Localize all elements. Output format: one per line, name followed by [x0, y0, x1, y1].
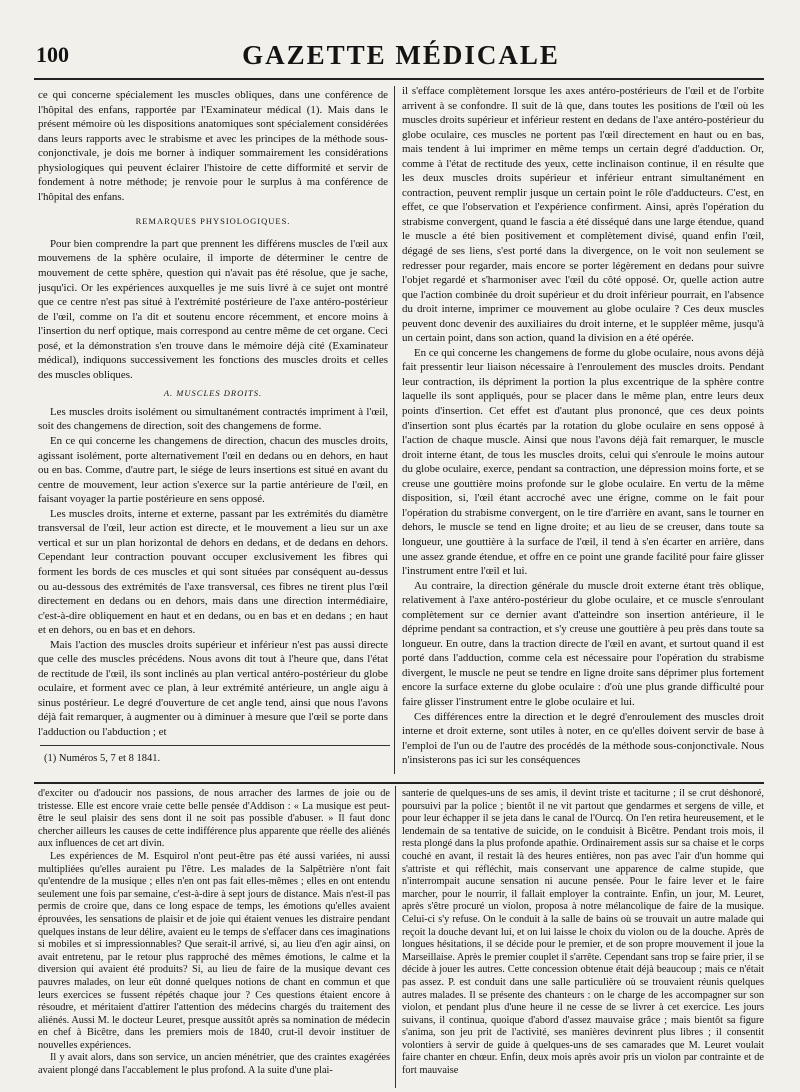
paragraph: Les muscles droits, interne et externe, passant par les extrémités du diamètre transversal de l'œil, leur action est directe, et le mouvement a lieu sur un axe vertical et sur un plan horizontal de dehors en dedans, et de dedans en dehors. Cependant leur contraction pouvant occuper exclusivement les fibres qui forment les bords de ces muscles et qui sont situées par conséquent au-dessus ou au-dessous des extrémités de l'axe transversal, ces fibres ne tirent plus l'œil directement en dedans ou en dehors, mais dans une direction intermédiaire, c'est-à-dire obliquement en haut et en dedans, ou en bas et en dedans ; en haut et en dehors, ou en bas et en dehors. — [38, 507, 388, 637]
paragraph: Il y avait alors, dans son service, un ancien ménétrier, que des craintes exagérées avaient plongé dans l'accablement le plus profond. A la suite d'une plai- — [38, 1052, 390, 1077]
article-column-left — [38, 88, 388, 738]
paragraph: Les expériences de M. Esquirol n'ont peut-être pas été aussi variées, ni aussi multipliées qu'elles auraient pu l'être. Les malades de la Salpêtrière n'ont fait qu'entendre de la musique ; elles n'en ont pas fait elles-mêmes ; elles en ont entendu seulement une fois par semaine, c'est-à-dire à sept jours de distance. Mais n'est-il pas permis de croire que, dans ce long espace de temps, les émotions qu'elles avaient éprouvées, les sensations de plaisir et de joie qui étaient venues les distraire pendant quelques instans de leur délire, avaient eu le temps de s'effacer dans ces imaginations si mobiles et si impressionnables? Que serait-il arrivé, si, au lieu d'en agir ainsi, on avait entretenu, par le retour plus rapproché des mêmes émotions, le calme et la diversion qui avaient été produits? Si, au lieu de faire de la musique devant ces pauvres malades, on leur eût donné quelques notions de chant en commun et que leurs exercices se fussent répétés chaque jour ? Ces questions étaient encore à résoudre, et méritaient d'attirer l'attention des médecins chargés du traitement des aliénés. Aussi M. le docteur Leuret, presque aussitôt après sa nomination de médecin en chef à Bicêtre, dans les premiers mois de 1840, crut-il devoir instituer de nouvelles expériences. — [38, 850, 390, 1051]
paragraph: Ces différences entre la direction et le degré d'enroulement des muscles droit interne et droit externe, sont utiles à noter, en ce qu'elles doivent servir de base à l'emploi de l'un ou de l'autre des procédés de la méthode sous-conjonctivale. Nous n'insisterons pas ici sur les conséquences — [402, 710, 764, 767]
paragraph: Les muscles droits isolément ou simultanément contractés impriment à l'œil, soit des changemens de direction, soit des changemens de forme. — [38, 405, 388, 433]
journal-title: GAZETTE MÉDICALE — [242, 40, 560, 70]
article-column-right — [402, 84, 764, 774]
column-divider — [394, 86, 395, 774]
column-divider — [395, 786, 396, 1088]
paragraph: ce qui concerne spécialement les muscles obliques, dans une conférence de l'hôpital des enfans, rapportée par l'Examinateur médical (1). Mais dans le présent mémoire où les dispositions anatomiques sont spécialement considérées dans leurs rapports avec le strabisme et avec les principes de la méthode sous-conjonctivale, je dois me borner à indiquer sommairement les considérations physiologiques qui peuvent éclairer l'histoire de cette difformité et servir de fondement à notre méthode; je renvoie pour le surplus à ma conférence de l'hôpital des enfans. — [38, 89, 388, 203]
footnote: (1) Numéros 5, 7 et 8 1841. — [44, 753, 161, 764]
feuilleton-rule — [34, 782, 764, 784]
paragraph: Au contraire, la direction générale du muscle droit externe étant très oblique, relativement à l'axe antéro-postérieur du globe oculaire, et ce muscle s'enroulant complètement sur ce dernier avant d'atteindre son insertion antérieure, il le déprime pendant sa contraction, et s'y creuse une gouttière à peu près dans toute sa longueur. En outre, dans la traction directe de l'œil en avant, et surtout quand il est porté dans l'adduction, comme cela est nécessaire pour l'opération du strabisme divergent, le muscle ne peut se tendre en ligne droite sans déprimer plus fortement encore la surface externe du globe oculaire : d'où une plus grande difficulté pour faire glisser l'instrument entre le globe oculaire et lui. — [402, 579, 764, 708]
feuilleton-column-right — [402, 788, 764, 1086]
paragraph: En ce qui concerne les changemens de forme du globe oculaire, nous avons déjà fait pressentir leur liaison nécessaire à l'enroulement des muscles droits. Pendant leur contraction, ils dépriment la portion la plus excentrique de la sphère contre laquelle ils sont appliqués, pour se placer dans le même plan, entre leurs deux points d'insertion. Cet effet est d'autant plus prononcé, que ces deux points d'insertion sont plus écartés par la rotation du globe oculaire en sens opposé à l'action de chaque muscle. Ainsi que nous l'avons déjà fait remarquer, le muscle droit interne étant, de tous les muscles droits, celui qui s'enroule le moins autour du globe oculaire, exerce, pendant sa contraction, une dépression moins forte, et se creuse une gouttière moins profonde sur le globe oculaire. En vertu de la même disposition, si, l'œil étant accroché avec une érigne, comme on le fait pour l'opération du strabisme convergent, on le tire d'arrière en avant, sans le tourner en dehors, le muscle se tend en ligne droite; et au lieu de se creuser, dans toute sa longueur, une gouttière à la surface de l'œil, il tend à s'en écarter en arrière, dans une assez grande étendue, et offre en ce point une grande facilité pour faire glisser l'instrument entre l'œil et lui. — [402, 346, 764, 578]
subsection-heading: A. MUSCLES DROITS. — [163, 388, 263, 399]
paragraph: En ce qui concerne les changemens de direction, chacun des muscles droits, agissant isolément, porte alternativement l'œil en dedans ou en dehors, en haut ou en bas. Comme, d'autre part, le siége de leurs insertions est situé en avant du centre de mouvement, leur action s'exerce sur la partie antérieure de l'œil, en faisant voyager la partie postérieure en sens opposé. — [38, 435, 388, 506]
footnote-rule — [40, 745, 390, 746]
masthead — [36, 38, 766, 78]
paragraph: d'exciter ou d'adoucir nos passions, de nous arracher des larmes de joie ou de tristesse. Elle est encore vraie cette belle pensée d'Addison : « La musique est peut-être le seul plaisir des sens dont il ne soit pas possible d'abuser. » Il faut donc chercher ailleurs les causes de cette indifférence plus apparente que réelle des aliénés aux influences de cet art divin. — [38, 788, 390, 850]
paragraph: Mais l'action des muscles droits supérieur et inférieur n'est pas aussi directe que celle des muscles précédens. Nous avons dit tout à l'heure que, dans l'état de rectitude de l'œil, ils sont inclinés au plan vertical antéro-postérieur du globe oculaire, et forment avec ce plan, à leur extrémité antérieure, un angle aigu à sinus postérieur. Le degré d'ouverture de cet angle tend, ainsi que nous l'avons déjà fait remarquer, à augmenter ou à diminuer à mesure que l'œil se porte dans l'adduction ou l'abduction ; et — [38, 638, 388, 738]
section-heading: REMARQUES PHYSIOLOGIQUES. — [135, 216, 291, 227]
page-number: 100 — [36, 42, 69, 67]
paragraph: santerie de quelques-uns de ses amis, il devint triste et taciturne ; il se crut déshonoré, poursuivi par la police ; bientôt il ne vit partout que gendarmes et sergens de ville, et pour leur échapper il se jeta dans le canal de l'Ourcq. On l'en retira heureusement, et le lendemain de sa tentative de suicide, on le conduisit à Bicêtre. Pendant trois mois, il resta plongé dans la plus profonde apathie. Ordinairement assis sur sa chaise et le corps couché en avant, il restait là des heures entières, non pas avec l'air d'un homme qui s'attriste et qui réfléchit, mais conservant une apparence de calme stupide, que n'interrompait aucune sensation ni aucune pensée. Pour le faire lever et le faire marcher, pour le nourrir, il fallait employer la contrainte. Enfin, un jour, M. Leuret, après s'être procuré un violon, proposa à notre mélancolique de faire de la musique. Celui-ci s'y refuse. On le conduit à la salle de bains où se trouvait un autre malade qui reçoit la douche devant lui, et on lui laisse le choix du violon ou de la douche. Après de longues hésitations, il se décide pour le premier, et de son propre mouvement il joue la Marseillaise. Après le premier couplet il s'arrête. Cependant sans trop se faire prier, il se décide à jouer les autres. Cette concession obtenue était déjà beaucoup ; mais ce n'était pas assez. P. est conduit dans une salle particulière où se trouvaient réunis quelques autres malades. Il se présente des chanteurs : on le charge de les accompagner sur son violon, et pendant plus d'une heure il ne cesse de se livrer à cet exercice. Les jours suivans, il continua, quoique d'abord d'assez mauvaise grâce ; mais bientôt sa figure s'anima, son jeu prit de l'activité, ses manières devinrent plus libres ; il consentit volontiers à servir de guide à quelques-uns de ses camarades que M. Leuret voulait faire chanter en chœur. Enfin, deux mois après avoir pris un violon par contrainte et de fort mauvaise — [402, 788, 764, 1077]
masthead-rule — [34, 78, 764, 80]
feuilleton-column-left — [38, 788, 390, 1086]
paragraph: Pour bien comprendre la part que prennent les différens muscles de l'œil aux mouvemens de la sphère oculaire, il importe de déterminer le centre de mouvement de cette sphère, question qui n'avait pas été résolue, que je sache, jusqu'ici. Or les expériences auxquelles je me suis livré à ce sujet ont montré que ce centre n'est pas situé à l'extrémité postérieure de l'axe antéro-postérieur de l'œil, comme on l'a dit et soutenu encore récemment, et encore moins à l'insertion du nerf optique, mais correspond au centre même de cet organe. Ceci posé, et la démonstration s'en trouve dans le mémoire déjà cité (Examinateur médical), indiquons successivement les fonctions des muscles droits et celles des muscles obliques. — [38, 237, 388, 381]
paragraph: il s'efface complètement lorsque les axes antéro-postérieurs de l'œil et de l'orbite arrivent à se confondre. Il suit de là que, dans toutes les positions de l'œil où les muscles droits supérieur et inférieur restent en dedans de l'axe antéro-postérieur du globe oculaire, ces muscles ne portent pas l'œil directement en haut ou en bas, mais tendent à lui imprimer en même temps un certain degré d'adduction. Or, comme à l'état de rectitude des yeux, cette inclinaison continue, il en résulte que les deux muscles droits supérieur et inférieur entrant simultanément en contraction, peuvent remplir jusque un certain point le rôle d'adducteurs. C'est, en effet, ce que l'observation et l'expérience confirment. Ainsi, après l'opération du strabisme convergent, quand le fascia a été disséqué dans une large étendue, quand le muscle a été bien positivement et complètement divisé, quand enfin l'œil, dégagé de ses liens, s'est porté dans la divergence, on le voit non seulement se redresser pour regarder, mais encore se porter légèrement en dedans pour suivre l'objet regardé et s'harmoniser avec l'œil du côté opposé. Or, quelle action autre que l'action combinée du droit supérieur et du droit inférieur pourrait, en l'absence du droit interne, imprimer ce mouvement au globe oculaire ? Ces deux muscles peuvent donc devenir des auxiliaires du droit interne, et le suppléer même, jusqu'à un certain point, dans son action, quand la division en a été opérée. — [402, 85, 764, 345]
